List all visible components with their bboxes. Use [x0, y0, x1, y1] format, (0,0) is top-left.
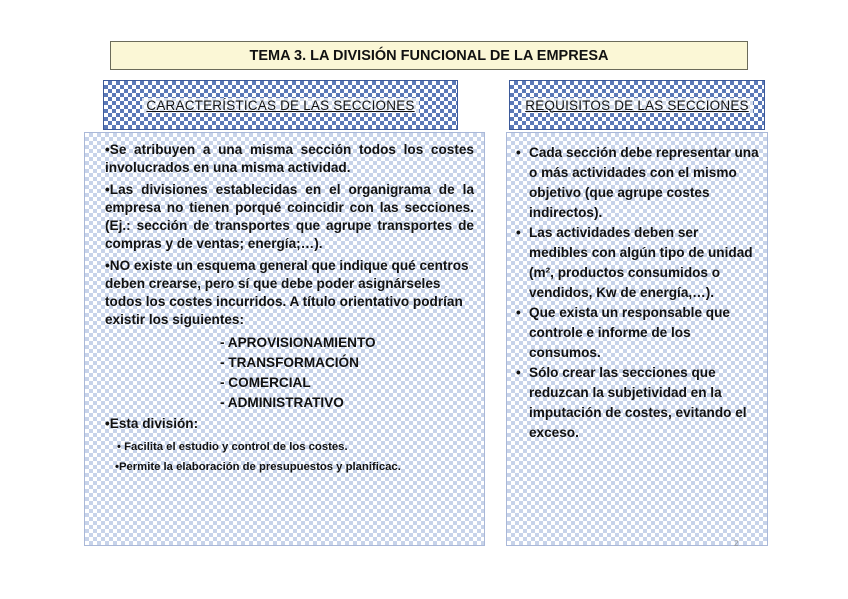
requirement-item: [516, 223, 759, 303]
requirement-text: Que exista un responsable que controle e informe de los consumos.: [529, 305, 730, 360]
division-intro: •Esta división:: [105, 416, 199, 431]
requirements-panel: [506, 132, 768, 546]
requirement-text: Las actividades deben ser medibles con algún tipo de unidad (m², productos consumidos o vendidos, Kw de energía,…).: [529, 225, 753, 300]
characteristics-paragraph: •Las divisiones establecidas en el organigrama de la empresa no tienen porqué coincidir con las secciones. (Ej.: sección de transportes que agrupe transportes de compras y de ventas; energía;…).: [105, 182, 474, 251]
division-item: • Facilita el estudio y control de los costes.: [117, 441, 348, 453]
bullet: •: [516, 305, 521, 320]
bullet: •: [516, 365, 521, 380]
requirements-header: [509, 80, 765, 130]
characteristics-panel: [84, 132, 485, 546]
requirement-text: Cada sección debe representar una o más actividades con el mismo objetivo (que agrupe costes indirectos).: [529, 145, 759, 220]
characteristics-paragraph: •NO existe un esquema general que indique qué centros deben crearse, pero sí que debe poder asignárseles todos los costes incurridos. A título orientativo podrían existir los siguientes:: [105, 258, 469, 327]
section-item: - APROVISIONAMIENTO: [220, 335, 376, 350]
section-item: - COMERCIAL: [220, 375, 311, 390]
sections-list: [105, 333, 474, 413]
page-title: TEMA 3. LA DIVISIÓN FUNCIONAL DE LA EMPRESA: [110, 41, 748, 70]
section-item: - TRANSFORMACIÓN: [220, 355, 359, 370]
characteristics-paragraph: •Se atribuyen a una misma sección todos los costes involucrados en una misma actividad.: [105, 142, 474, 175]
requirements-header-label: REQUISITOS DE LAS SECCIONES: [521, 98, 752, 113]
requirement-item: [516, 363, 759, 443]
requirement-item: [516, 143, 759, 223]
bullet: •: [516, 225, 521, 240]
division-item: •Permite la elaboración de presupuestos y planificac.: [115, 461, 401, 473]
characteristics-header-label: CARACTERÍSTICAS DE LAS SECCIONES: [142, 98, 418, 113]
requirement-text: Sólo crear las secciones que reduzcan la subjetividad en la imputación de costes, evitando el exceso.: [529, 365, 747, 440]
requirement-item: [516, 303, 759, 363]
characteristics-header: [103, 80, 458, 130]
page-number: 2: [734, 539, 739, 548]
bullet: •: [516, 145, 521, 160]
section-item: - ADMINISTRATIVO: [220, 395, 344, 410]
